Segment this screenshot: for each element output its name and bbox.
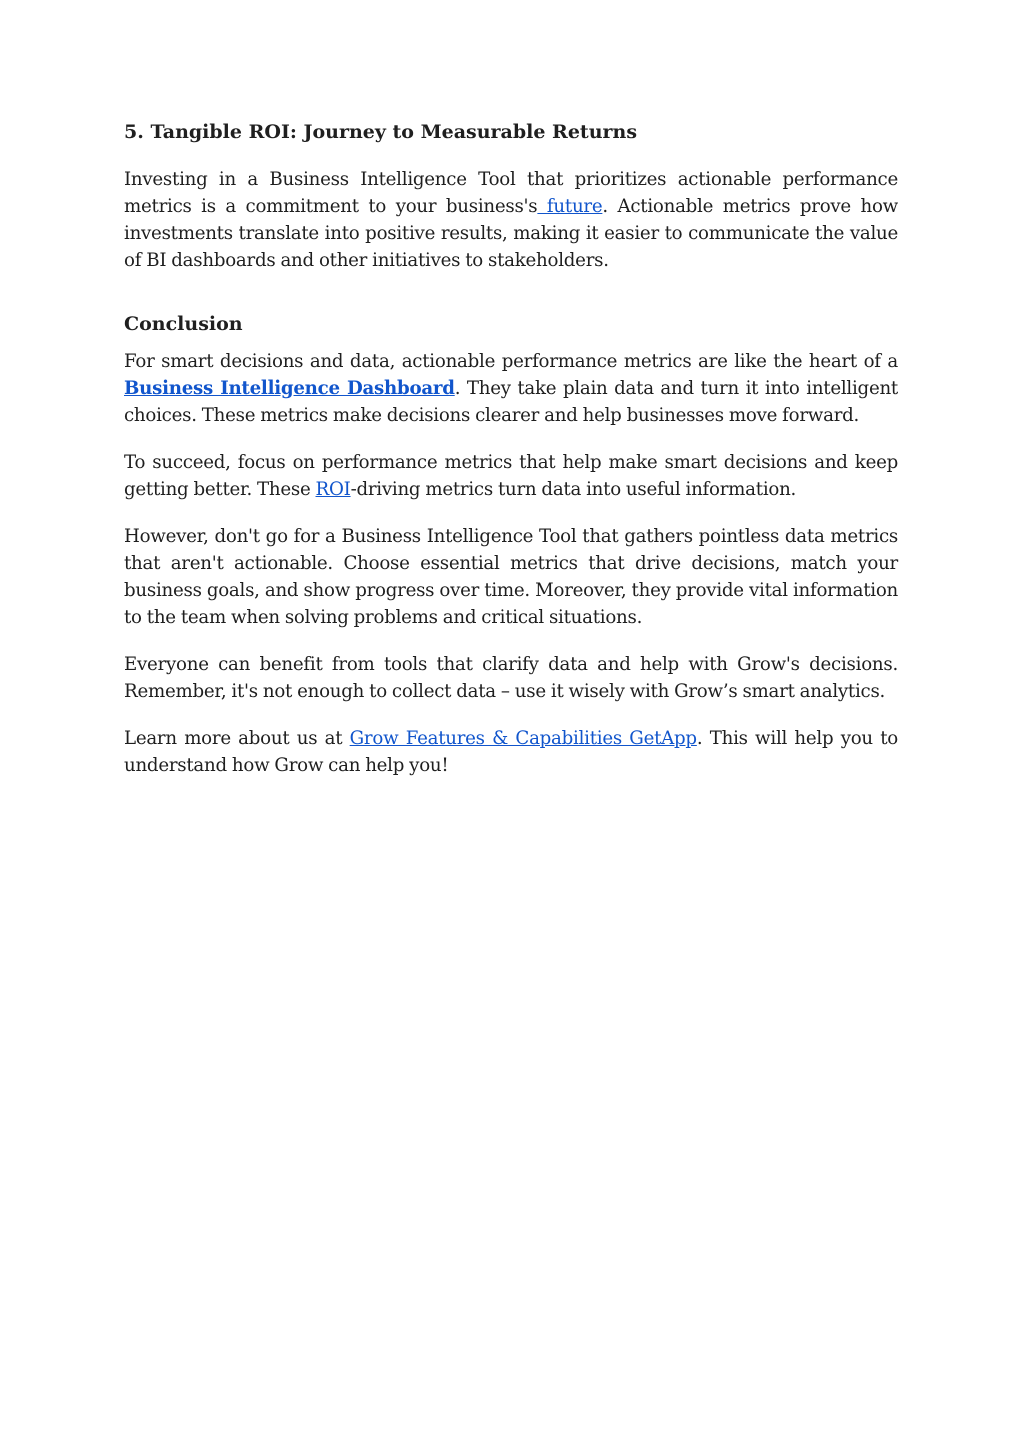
conclusion-heading: Conclusion (124, 313, 243, 335)
roi-link[interactable]: ROI (315, 479, 351, 500)
paragraph-text: . They take plain data and turn it into intelligent choices. These metrics make decisions clearer and help businesses move forward. (124, 378, 898, 426)
paragraph-text: To succeed, focus on performance metrics that help make smart decisions and keep getting better. These (124, 452, 898, 500)
paragraph-text: . This will help you to understand how Grow can help you! (124, 728, 899, 776)
future-link[interactable]: future (537, 196, 603, 217)
conclusion-paragraph-3: However, don't go for a Business Intelligence Tool that gathers pointless data metrics that aren't actionable. Choose essential metrics that drive decisions, match your business goals, and show progress over time. Moreover, they provide vital information to the team when solving problems and critical situations. (124, 526, 898, 628)
conclusion-paragraph-5 (124, 725, 898, 779)
paragraph-text: Learn more about us at (124, 728, 350, 749)
conclusion-paragraph-4: Everyone can benefit from tools that clarify data and help with Grow's decisions. Remember, it's not enough to collect data – use it wisely with Grow’s smart analytics. (124, 654, 898, 702)
conclusion-paragraph-2 (124, 449, 898, 503)
document-page (124, 118, 898, 779)
business-intelligence-dashboard-link[interactable]: Business Intelligence Dashboard (124, 378, 455, 399)
section-paragraph (124, 166, 898, 274)
paragraph-text: For smart decisions and data, actionable performance metrics are like the heart of a (124, 351, 898, 372)
paragraph-text: -driving metrics turn data into useful information. (350, 479, 797, 500)
paragraph-text: . Actionable metrics prove how investments translate into positive results, making it easier to communicate the value of BI dashboards and other initiatives to stakeholders. (124, 196, 898, 271)
grow-features-getapp-link[interactable]: Grow Features & Capabilities GetApp (349, 728, 697, 749)
conclusion-paragraph-1 (124, 348, 898, 429)
section-heading: 5. Tangible ROI: Journey to Measurable Returns (124, 121, 638, 143)
paragraph-text: Investing in a Business Intelligence Tool that prioritizes actionable performance metrics is a commitment to your business's (124, 169, 898, 217)
